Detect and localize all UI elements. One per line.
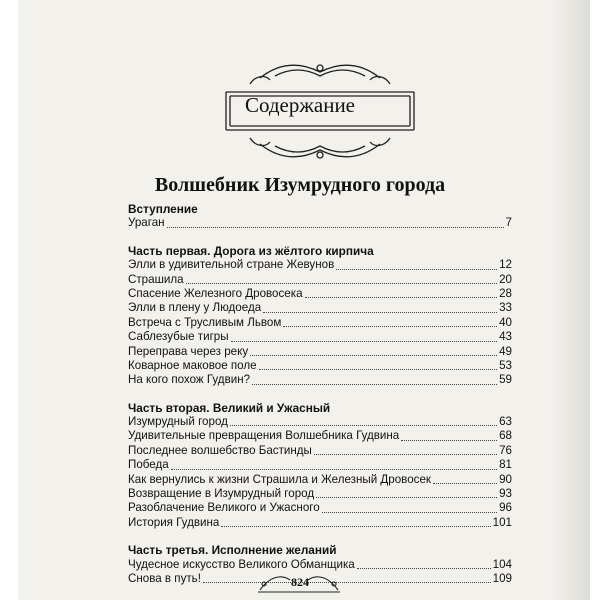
dot-leader (433, 483, 497, 484)
entry-title: Встреча с Трусливым Львом (128, 315, 282, 329)
dot-leader (316, 497, 497, 498)
dot-leader (252, 384, 497, 385)
dot-leader (259, 369, 498, 370)
section-heading: Часть третья. Исполнение желаний (128, 543, 337, 558)
toc-entry[interactable] (128, 216, 512, 230)
dot-leader (167, 227, 504, 228)
toc-entry[interactable] (128, 415, 512, 429)
entry-title: Победа (128, 458, 169, 472)
entry-title: История Гудвина (128, 515, 220, 529)
entry-page-number: 101 (492, 515, 512, 529)
entry-page-number: 12 (499, 258, 512, 272)
toc-section-part-one (128, 244, 512, 388)
entry-title: Снова в путь! (128, 571, 201, 585)
entry-page-number: 33 (499, 301, 512, 315)
dot-leader (322, 512, 497, 513)
entry-page-number: 28 (499, 286, 512, 300)
entry-page-number: 59 (499, 373, 512, 387)
entry-title: Переправа через реку (128, 344, 249, 358)
entry-title: На кого похож Гудвин? (128, 373, 251, 387)
toc-entry[interactable] (128, 273, 512, 287)
toc-entry[interactable] (128, 373, 512, 387)
dot-leader (230, 425, 497, 426)
toc-entry[interactable] (128, 359, 512, 373)
toc-entry[interactable] (128, 301, 512, 315)
toc-section-intro (128, 202, 512, 231)
entry-page-number: 90 (499, 472, 512, 486)
entry-title: Разоблачение Великого и Ужасного (128, 501, 320, 515)
entry-title: Спасение Железного Дровосека (128, 286, 303, 300)
entry-page-number: 96 (499, 501, 512, 515)
toc-entry[interactable] (128, 258, 512, 272)
dot-leader (283, 326, 497, 327)
toc-entry[interactable] (128, 345, 512, 359)
dot-leader (401, 440, 497, 441)
section-heading: Часть вторая. Великий и Ужасный (128, 400, 331, 415)
entry-page-number: 63 (499, 415, 512, 429)
toc-entry[interactable] (128, 330, 512, 344)
entry-page-number: 93 (499, 487, 512, 501)
entry-title: Изумрудный город (128, 415, 228, 429)
dot-leader (314, 454, 497, 455)
entry-page-number: 53 (499, 358, 512, 372)
entry-page-number: 43 (499, 330, 512, 344)
toc-entry[interactable] (128, 444, 512, 458)
entry-page-number: 81 (499, 458, 512, 472)
toc-entry[interactable] (128, 316, 512, 330)
entry-title: Элли в удивительной стране Жевунов (128, 258, 335, 272)
toc-heading: Содержание (244, 93, 356, 117)
dot-leader (250, 355, 497, 356)
page-edge-shadow (550, 0, 590, 600)
entry-title: Саблезубые тигры (128, 330, 229, 344)
entry-title: Как вернулись к жизни Страшила и Железный Дровосек (128, 472, 431, 486)
toc-entry[interactable] (128, 516, 512, 530)
entry-title: Удивительные превращения Волшебника Гудвина (128, 429, 400, 443)
entry-page-number: 20 (499, 272, 512, 286)
dot-leader (231, 341, 498, 342)
section-heading: Вступление (128, 202, 198, 216)
dot-leader (305, 297, 498, 298)
dot-leader (221, 526, 490, 527)
entry-page-number: 76 (499, 443, 512, 457)
toc-entry[interactable] (128, 429, 512, 443)
toc-entry[interactable] (128, 287, 512, 301)
dot-leader (263, 312, 497, 313)
entry-title: Ураган (128, 216, 165, 230)
page-number: 824 (291, 575, 309, 589)
toc-entry[interactable] (128, 473, 512, 487)
table-of-contents (128, 202, 512, 599)
entry-title: Коварное маковое поле (128, 358, 257, 372)
entry-page-number: 109 (492, 571, 512, 585)
entry-title: Чудесное искусство Великого Обманщика (128, 557, 355, 571)
dot-leader (186, 283, 498, 284)
entry-page-number: 40 (499, 315, 512, 329)
entry-page-number: 49 (499, 344, 512, 358)
entry-page-number: 104 (492, 557, 512, 571)
book-title: Волшебник Изумрудного города (154, 174, 446, 196)
dot-leader (336, 269, 497, 270)
toc-entry[interactable] (128, 501, 512, 515)
dot-leader (357, 568, 491, 569)
toc-section-part-two (128, 401, 512, 531)
dot-leader (171, 469, 497, 470)
section-heading: Часть первая. Дорога из жёлтого кирпича (128, 243, 374, 258)
toc-entry[interactable] (128, 487, 512, 501)
entry-title: Элли в плену у Людоеда (128, 301, 262, 315)
entry-title: Страшила (128, 272, 184, 286)
entry-page-number: 7 (505, 216, 512, 230)
entry-title: Возвращение в Изумрудный город (128, 487, 315, 501)
entry-title: Последнее волшебство Бастинды (128, 443, 312, 457)
entry-page-number: 68 (499, 429, 512, 443)
toc-entry[interactable] (128, 458, 512, 472)
